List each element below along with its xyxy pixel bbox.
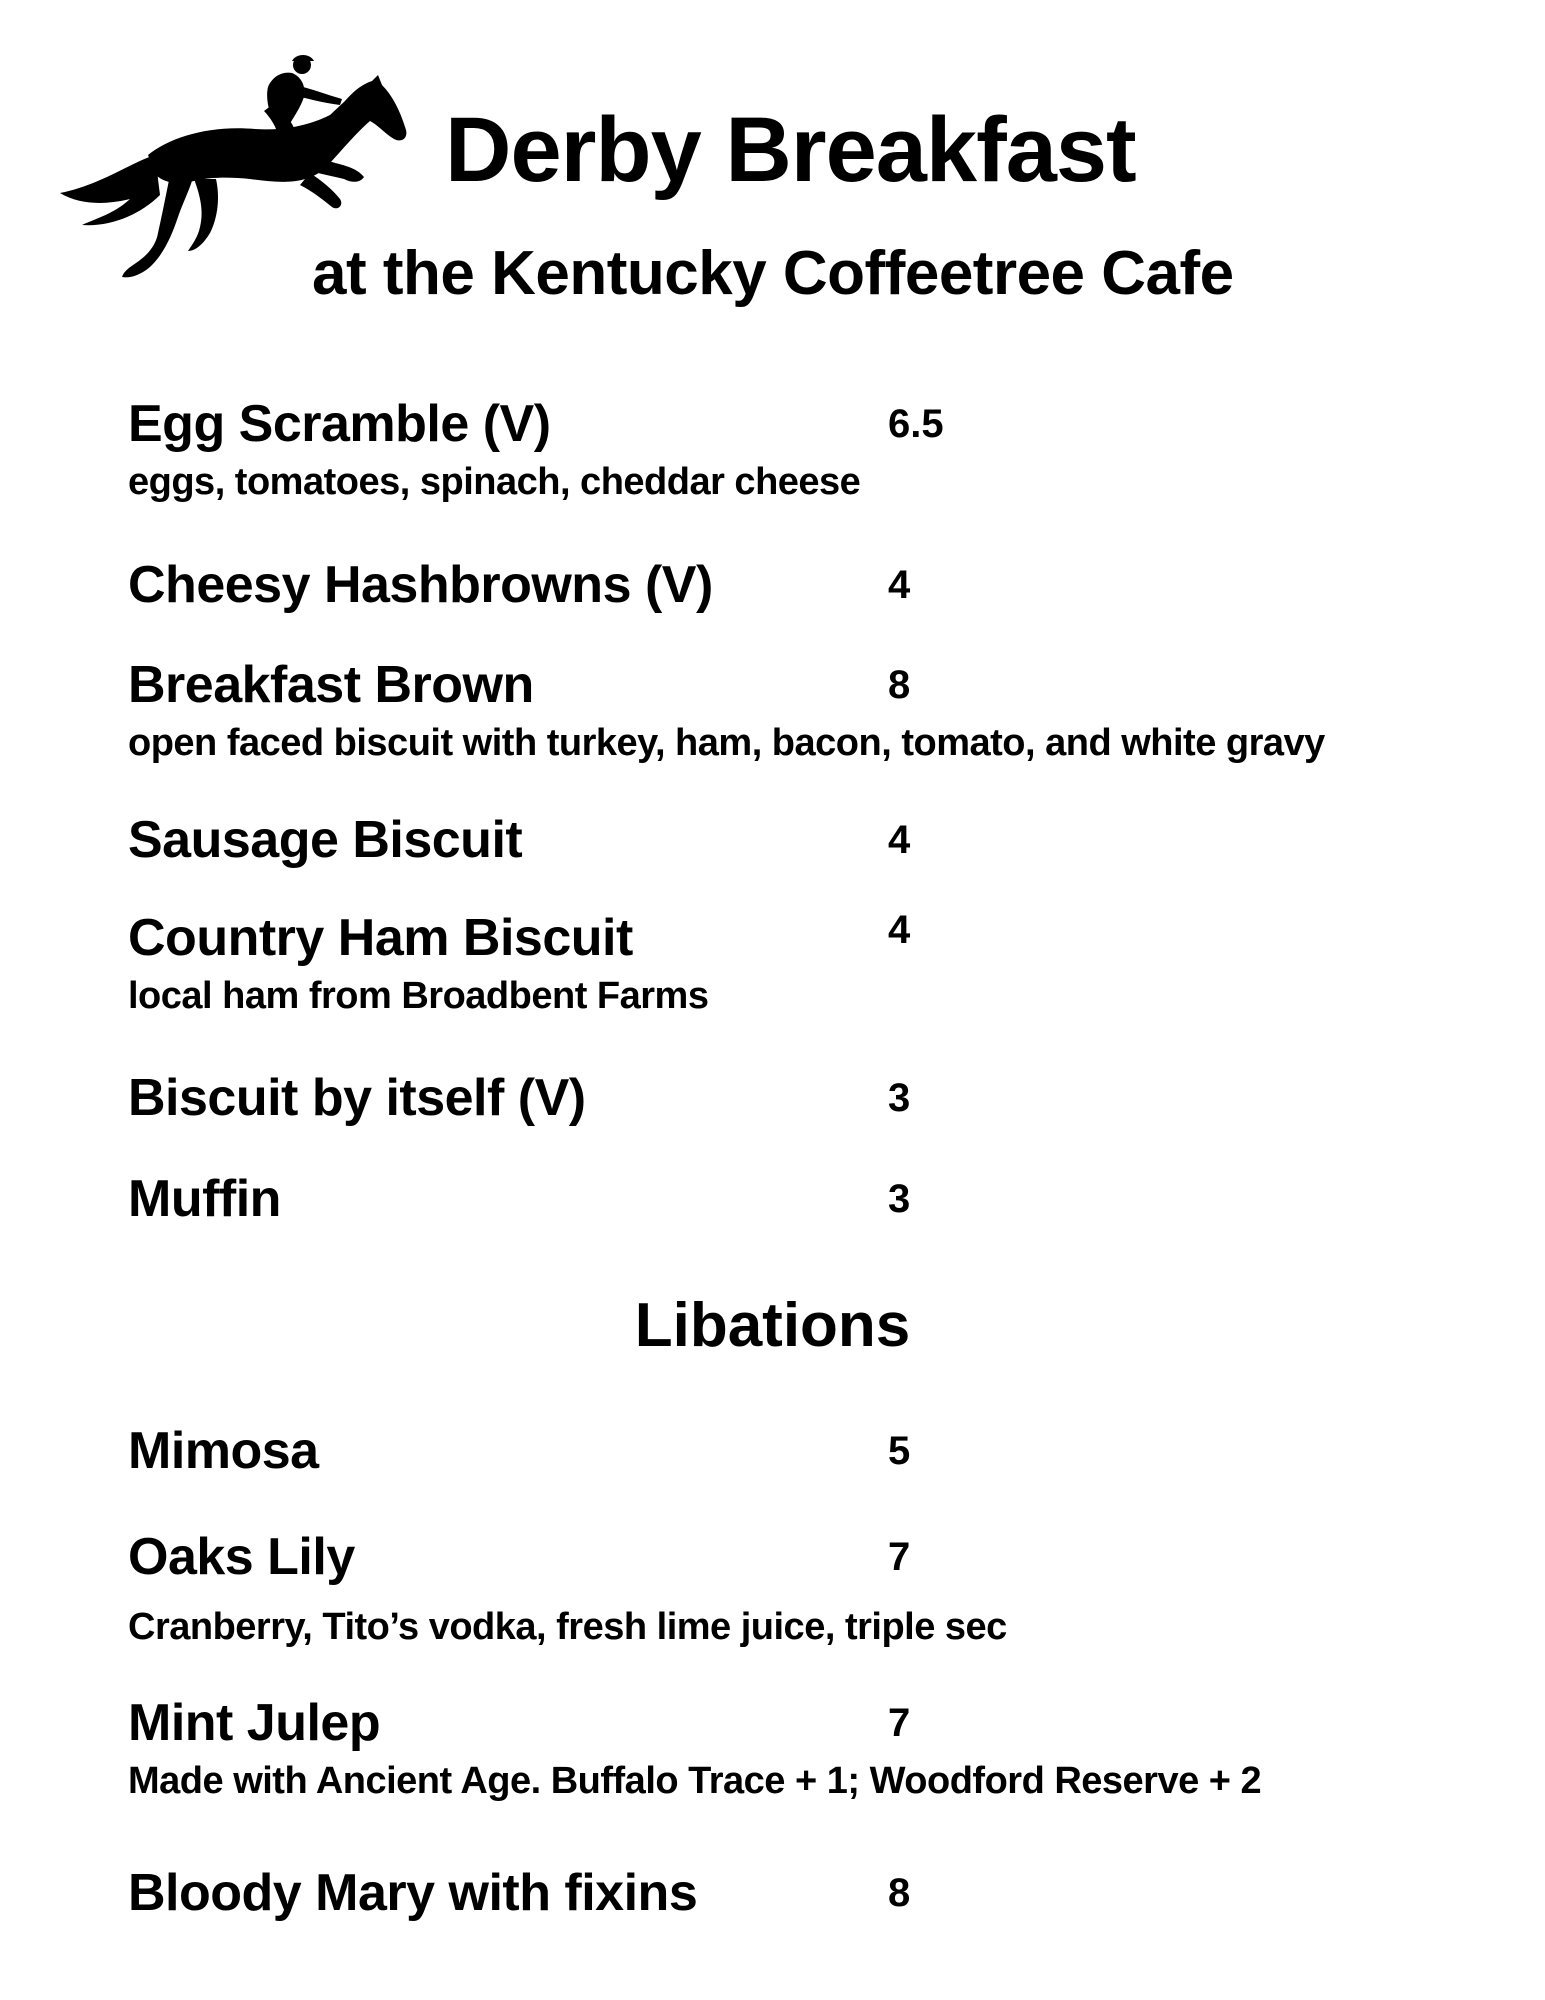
item-description: Made with Ancient Age. Buffalo Trace + 1; Woodford Reserve + 2 <box>128 1760 1262 1802</box>
item-name: Cheesy Hashbrowns (V) <box>128 556 713 614</box>
item-description: eggs, tomatoes, spinach, cheddar cheese <box>128 461 861 503</box>
menu-item-mimosa <box>128 1420 1508 1482</box>
menu-item-oaks-lily <box>128 1526 1508 1650</box>
menu-item-country-ham-biscuit <box>128 907 1508 1019</box>
item-description: local ham from Broadbent Farms <box>128 975 709 1017</box>
menu-title: Derby Breakfast <box>445 99 1136 201</box>
menu-item-cheesy-hashbrowns <box>128 554 1508 616</box>
item-name: Oaks Lily <box>128 1528 355 1586</box>
item-price: 8 <box>888 663 911 707</box>
menu-item-bloody-mary <box>128 1862 1508 1924</box>
item-name: Country Ham Biscuit <box>128 909 633 967</box>
item-price: 7 <box>888 1535 911 1579</box>
item-price: 4 <box>888 908 911 952</box>
item-price: 5 <box>888 1429 911 1473</box>
item-price: 3 <box>888 1076 911 1120</box>
item-name: Sausage Biscuit <box>128 811 523 869</box>
item-name: Mint Julep <box>128 1694 381 1752</box>
item-name: Mimosa <box>128 1422 319 1480</box>
menu-item-muffin <box>128 1168 1508 1230</box>
item-name: Breakfast Brown <box>128 656 534 714</box>
menu-item-mint-julep <box>128 1692 1508 1804</box>
item-price: 8 <box>888 1871 911 1915</box>
item-name: Egg Scramble (V) <box>128 395 551 453</box>
item-description: open faced biscuit with turkey, ham, bacon, tomato, and white gravy <box>128 722 1325 764</box>
section-heading-libations: Libations <box>634 1291 911 1360</box>
menu-item-egg-scramble <box>128 393 1508 505</box>
item-name: Biscuit by itself (V) <box>128 1069 586 1127</box>
menu-item-sausage-biscuit <box>128 809 1508 871</box>
item-name: Muffin <box>128 1170 281 1228</box>
menu-item-breakfast-brown <box>128 654 1508 766</box>
item-description: Cranberry, Tito’s vodka, fresh lime juice, triple sec <box>128 1606 1007 1648</box>
item-price: 7 <box>888 1701 911 1745</box>
item-price: 3 <box>888 1177 911 1221</box>
item-price: 4 <box>888 818 911 862</box>
item-name: Bloody Mary with fixins <box>128 1864 698 1922</box>
item-price: 4 <box>888 563 911 607</box>
item-price: 6.5 <box>888 402 944 446</box>
menu-item-biscuit-by-itself <box>128 1067 1508 1129</box>
menu-subtitle: at the Kentucky Coffeetree Cafe <box>312 239 1234 308</box>
